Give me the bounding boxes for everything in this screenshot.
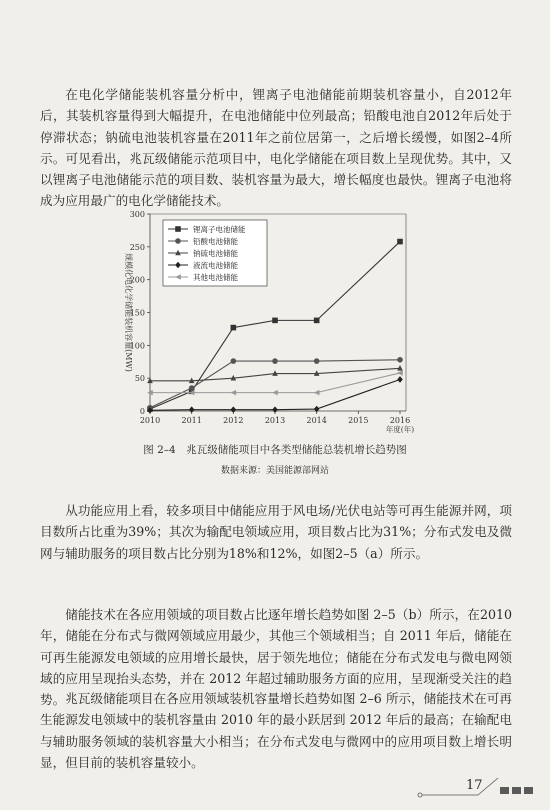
legend-label: 锂离子电池储能 — [193, 225, 246, 234]
legend-label: 钠硫电池储能 — [193, 249, 238, 258]
x-tick-label: 2011 — [181, 416, 202, 425]
y-tick-label: 0 — [139, 407, 145, 416]
legend-label: 铅酸电池储能 — [193, 237, 238, 246]
page-number: 17 — [466, 778, 483, 793]
y-tick-label: 200 — [129, 275, 145, 285]
paragraph-3: 储能技术在各应用领域的项目数占比逐年增长趋势如图 2–5（b）所示，在2010 年，储能在分布式与微网领域应用最少，其他三个领域相当；自 2011 年后，储能在可再生能源发电领域的应用增长最快，居于领先地位；储能在分布式发电与微电网领域的应用呈现抬头态势，并在 2012 年超过辅助服务方面的应用，呈现渐受关注的趋势。 — [40, 607, 512, 708]
paragraph-2: 从功能应用上看，较多项目中储能应用于风电场/光伏电站等可再生能源并网，项目数所占比重为39%；其次为输配电领域应用，项目数占比为31%；分布式发电及微网与辅助服务的项目数占比分别为18%和12%，如图2–5（a）所示。 — [40, 503, 512, 561]
footer-box — [512, 787, 521, 794]
x-tick-label: 2014 — [306, 416, 327, 425]
x-tick-label: 2012 — [223, 416, 244, 425]
x-tick-label: 2016 — [389, 416, 411, 425]
y-tick-label: 250 — [129, 242, 145, 252]
footer-box — [500, 787, 509, 794]
paragraph-4: 兆瓦级储能项目在各应用领域装机容量增长趋势如图 2–6 所示，储能技术在可再生能源发电领域中的装机容量由 2010 年的最小跃居到 2012 年后的最高；在输配电与辅助服务领域的装机容量大小相当；在分布式发电与微网中的应用项目数上增长明显，但目前的装机容量较小。 — [40, 691, 512, 770]
y-axis-label: 规模化电化学储能装机容量(MW) — [124, 253, 133, 372]
x-tick-label: 2015 — [348, 416, 369, 425]
figure-source: 数据来源：美国能源部网站 — [220, 466, 329, 476]
footer-box — [524, 787, 533, 794]
x-tick-label: 2013 — [264, 416, 286, 425]
y-tick-label: 150 — [129, 308, 145, 318]
y-tick-label: 100 — [129, 341, 145, 351]
x-axis-label: 年度(年) — [385, 425, 415, 433]
y-tick-label: 300 — [129, 210, 145, 219]
x-tick-label: 2010 — [139, 416, 161, 425]
y-tick-label: 50 — [134, 374, 145, 384]
figure-caption: 图 2–4 兆瓦级储能项目中各类型储能总装机增长趋势图 — [143, 444, 407, 456]
paragraph-1: 在电化学储能装机容量分析中，锂离子电池储能前期装机容量小，自2012年后，其装机容量得到大幅提升，在电池储能中位列最高；铅酸电池自2012年后处于停滞状态；钠硫电池装机容量在2011年之前位居第一，之后增长缓慢，如图2–4所示。可见看出，兆瓦级储能示范项目中，电化学储能在项目数上呈现优势。其中，又以锂离子电池储能示范的项目数、装机容量为最大，增长幅度也最快。锂离子电池将成为应用最广的电化学储能技术。 — [40, 87, 512, 209]
legend-label: 液流电池储能 — [193, 261, 238, 270]
legend-label: 其他电池储能 — [193, 273, 238, 282]
